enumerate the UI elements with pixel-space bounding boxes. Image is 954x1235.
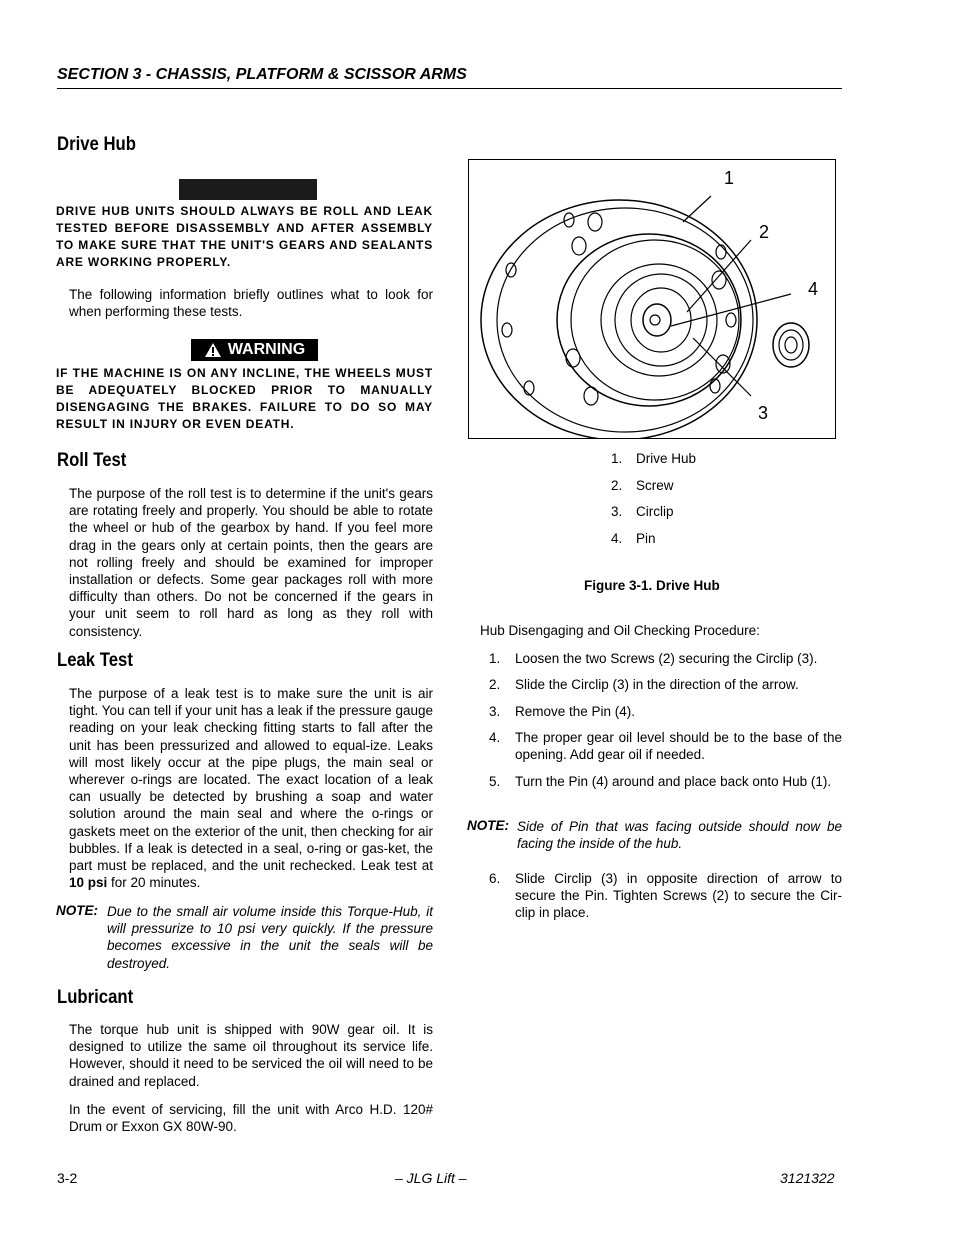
roll-test-heading: Roll Test [57,450,127,471]
caution-text: DRIVE HUB UNITS SHOULD ALWAYS BE ROLL AND LEAK TESTED BEFORE DISASSEMBLY AND AFTER ASSEMBLY TO MAKE SURE THAT THE UNIT'S GEARS AND SEALANTS ARE WORKING PROPERLY. [56,204,433,269]
step-num: 6. [489,871,501,886]
step-num: 4. [489,730,501,745]
figure-caption: Figure 3-1. Drive Hub [584,578,720,593]
legend-label: Screw [636,478,674,493]
legend-item [611,504,674,519]
legend-item [611,451,696,466]
step-text: The proper gear oil level should be to the base of the opening. Add gear oil if needed. [515,730,842,763]
leak-note-label: NOTE: [56,903,98,918]
footer-doc-number: 3121322 [780,1170,835,1186]
leak-test-body [69,685,433,891]
drive-hub-intro: The following information briefly outlines what to look for when performing these tests. [69,287,433,320]
procedure-note-text: Side of Pin that was facing outside should now be facing the inside of the hub. [517,819,842,852]
drive-hub-heading: Drive Hub [57,134,136,155]
roll-test-body: The purpose of the roll test is to determine if the unit's gears are rotating freely and properly. You should be able to rotate the wheel or hub of the gearbox by hand. If you feel more drag in the gears only at certain points, then the gears are not rolling freely and should be examined for improper installation or defects. Some gear packages roll with more difficulty than others. Do not be concerned if the gears in your unit seem to roll hard as long as they roll with consistency. [69,486,433,639]
drive-hub-figure [468,159,836,439]
callout-2: 2 [759,222,770,242]
lubricant-body-2: In the event of servicing, fill the unit with Arco H.D. 120# Drum or Exxon GX 80W-90. [69,1102,433,1135]
step-text: Slide the Circlip (3) in the direction of the arrow. [515,677,799,692]
step-text: Remove the Pin (4). [515,704,636,719]
leak-test-duration: for 20 minutes. [111,875,201,891]
callout-1: 1 [724,168,735,188]
legend-num: 1. [611,451,623,466]
step-num: 2. [489,677,501,692]
lubricant-body-1: The torque hub unit is shipped with 90W gear oil. It is designed to utilize the same oil throughout its service life. However, should it need to be serviced the oil will need to be drained and replaced. [69,1022,433,1089]
procedure-note-label: NOTE: [467,818,509,833]
callout-3: 3 [758,403,769,423]
step-text: Slide Circlip (3) in opposite direction of arrow to secure the Pin. Tighten Screws (2) to secure the Cir-clip in place. [515,871,842,921]
step-num: 1. [489,651,501,666]
warning-icon [204,342,222,358]
footer-page-number: 3-2 [57,1170,78,1186]
legend-label: Circlip [636,504,674,519]
drive-hub-illustration [469,160,835,438]
leak-note-text: Due to the small air volume inside this Torque-Hub, it will pressurize to 10 psi very quickly. If the pressure becomes excessive in the unit the seals will be destroyed. [107,904,433,971]
footer-center: – JLG Lift – [395,1170,467,1186]
section-header: SECTION 3 - CHASSIS, PLATFORM & SCISSOR ARMS [57,66,842,89]
procedure-intro: Hub Disengaging and Oil Checking Procedure: [480,623,760,638]
caution-bar [179,179,317,200]
warning-label: WARNING [227,341,306,358]
step-num: 5. [489,774,501,789]
legend-label: Drive Hub [636,451,697,466]
step-num: 3. [489,704,501,719]
legend-num: 3. [611,504,623,519]
step-text: Loosen the two Screws (2) securing the Circlip (3). [515,651,818,666]
callout-4: 4 [808,279,819,299]
leak-test-text: The purpose of a leak test is to make sure the unit is air tight. You can tell if your unit has a leak if the pressure gauge reading on your leak checking fitting starts to fall after the unit has been pressurized and allowed to equal-ize. Leaks will most likely occur at the pipe plugs, the main seal or wherever o-rings are located. The exact location of a leak can usually be detected by brushing a soap and water solution around the main seal and where the o-rings or gaskets meet on the exterior of the unit, then checking for air bubbles. If a leak is detected in a seal, o-ring or gas-ket, the part must be replaced, and the unit rechecked. Leak test at [69,686,433,874]
legend-item [611,478,674,493]
leak-test-heading: Leak Test [57,650,133,671]
legend-label: Pin [636,531,656,546]
warning-text: IF THE MACHINE IS ON ANY INCLINE, THE WHEELS MUST BE ADEQUATELY BLOCKED PRIOR TO MANUALLY DISENGAGING THE BRAKES. FAILURE TO DO SO MAY RESULT IN INJURY OR EVEN DEATH. [56,366,433,431]
step-text: Turn the Pin (4) around and place back onto Hub (1). [515,774,832,789]
leak-test-pressure: 10 psi [69,875,108,891]
warning-banner [191,339,318,361]
legend-item [611,531,656,546]
legend-num: 2. [611,478,623,493]
legend-num: 4. [611,531,623,546]
lubricant-heading: Lubricant [57,987,134,1008]
